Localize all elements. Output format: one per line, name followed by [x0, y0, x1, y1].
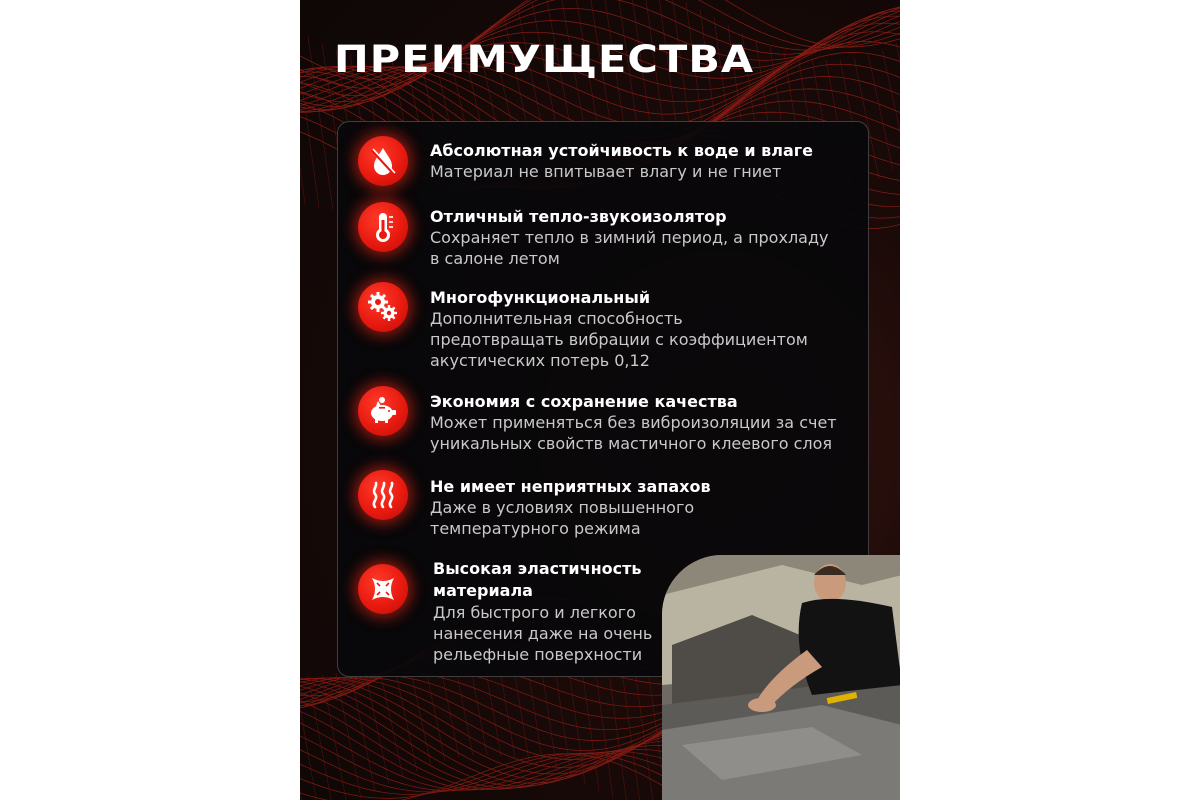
feature-title: Высокая эластичность	[433, 559, 642, 578]
feature-description: Дополнительная способность	[430, 309, 683, 328]
feature-description: Материал не впитывает влагу и не гниет	[430, 162, 782, 181]
feature-title: Отличный тепло-звукоизолятор	[430, 207, 727, 226]
feature-description: Сохраняет тепло в зимний период, а прохладу	[430, 228, 829, 247]
feature-description: температурного режима	[430, 519, 641, 538]
feature-description: уникальных свойств мастичного клеевого слоя	[430, 434, 833, 453]
feature-title: Не имеет неприятных запахов	[430, 477, 711, 496]
feature-title: Многофункциональный	[430, 288, 651, 307]
elastic-square-icon	[358, 564, 408, 614]
advantages-poster	[300, 0, 900, 800]
gears-icon	[358, 282, 408, 332]
feature-description: рельефные поверхности	[433, 645, 643, 664]
thermometer-icon	[358, 202, 408, 252]
installer-photo	[662, 555, 900, 800]
feature-title: Абсолютная устойчивость к воде и влаге	[430, 141, 813, 160]
water-drop-icon	[358, 136, 408, 186]
feature-description: Даже в условиях повышенного	[430, 498, 695, 517]
feature-description: Может применяться без виброизоляции за счет	[430, 413, 837, 432]
feature-title: Экономия с сохранение качества	[430, 392, 738, 411]
headline: ПРЕИМУЩЕСТВА	[334, 38, 755, 81]
feature-description: предотвращать вибрации с коэффициентом	[430, 330, 808, 349]
feature-description: в салоне летом	[430, 249, 560, 268]
feature-description: Для быстрого и легкого	[433, 603, 636, 622]
heat-waves-icon	[358, 470, 408, 520]
piggy-bank-icon	[358, 386, 408, 436]
feature-title: материала	[433, 581, 533, 600]
feature-description: акустических потерь 0,12	[430, 351, 650, 370]
feature-description: нанесения даже на очень	[433, 624, 653, 643]
